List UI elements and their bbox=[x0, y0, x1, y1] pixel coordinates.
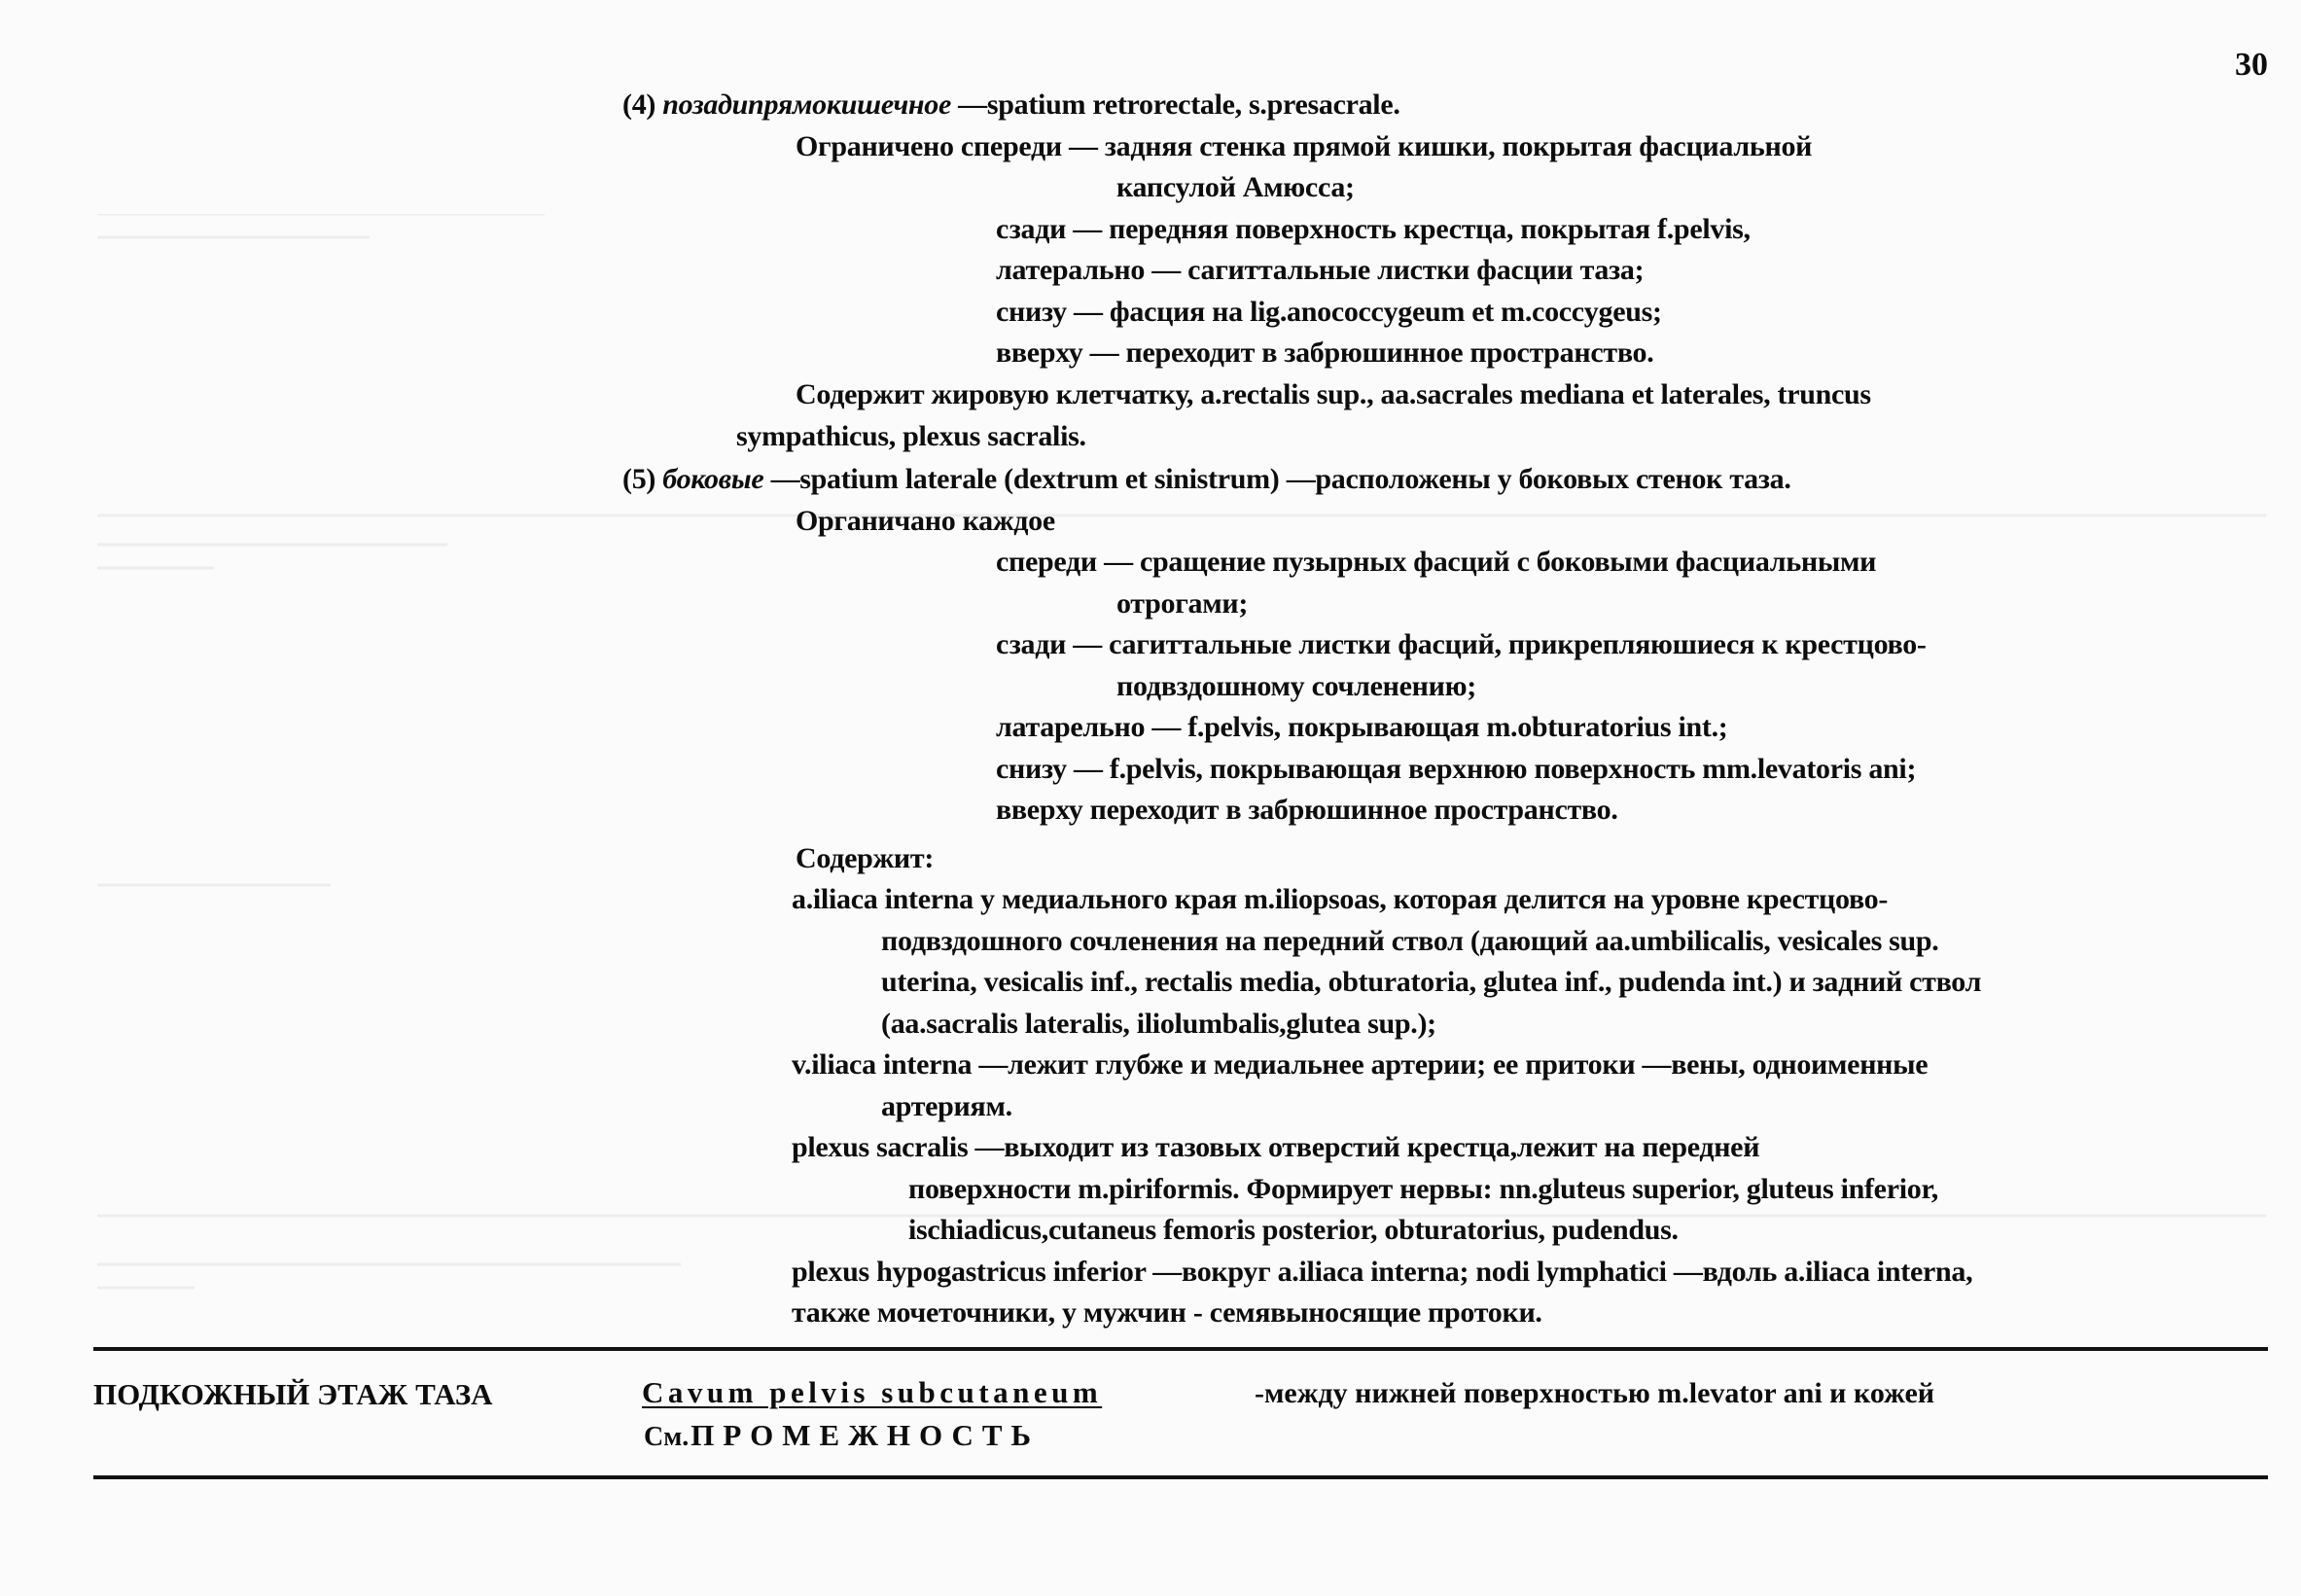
lateral-above: вверху переходит в забрюшинное пространство. bbox=[996, 794, 1618, 826]
lateral-artery-line-1: a.iliaca interna у медиального края m.iliopsoas, которая делится на уровне крестцово- bbox=[792, 883, 1889, 915]
subcutaneous-floor-description: -между нижней поверхностью m.levator ani и кожей bbox=[1255, 1377, 1935, 1409]
lateral-contents-label: Содержит: bbox=[796, 842, 935, 874]
see-also-prefix: См. bbox=[644, 1422, 690, 1452]
lateral-plexus-line-2: поверхности m.piriformis. Формирует нервы: nn.gluteus superior, gluteus inferior, bbox=[908, 1173, 1938, 1205]
lateral-behind-cont: подвздошному сочленению; bbox=[1116, 670, 1476, 702]
lateral-vein-line-2: артериям. bbox=[881, 1090, 1012, 1122]
lateral-latin: —spatium laterale (dextrum et sinistrum) —расположены у боковых стенок таза. bbox=[763, 463, 1791, 495]
retrorectal-number: (4) bbox=[622, 89, 656, 121]
retrorectal-behind: сзади — передняя поверхность крестца, покрытая f.pelvis, bbox=[996, 213, 1751, 245]
lateral-hypogastric-line-2: также мочеточники, у мужчин - семявыносящие протоки. bbox=[792, 1296, 1542, 1329]
retrorectal-below: снизу — фасция на lig.anococcygeum et m.coccygeus; bbox=[996, 296, 1662, 328]
lateral-artery-line-3: uterina, vesicalis inf., rectalis media, obturatoria, glutea inf., pudenda int.) и задний ствол bbox=[881, 966, 1982, 998]
lateral-number: (5) bbox=[622, 463, 656, 495]
page-number: 30 bbox=[2235, 47, 2268, 83]
retrorectal-heading bbox=[622, 86, 1400, 124]
section-divider-bottom bbox=[93, 1475, 2268, 1479]
retrorectal-bounded-front: Ограничено спереди — задняя стенка прямой кишки, покрытая фасциальной bbox=[796, 130, 1813, 162]
see-also-target: ПРОМЕЖНОСТЬ bbox=[690, 1418, 1041, 1452]
lateral-plexus-line-1: plexus sacralis —выходит из тазовых отверстий крестца,лежит на передней bbox=[792, 1131, 1760, 1163]
lateral-artery-line-2: подвздошного сочленения на передний ствол (дающий aa.umbilicalis, vesicales sup. bbox=[881, 925, 1939, 957]
retrorectal-contents-cont: sympathicus, plexus sacralis. bbox=[736, 420, 1086, 452]
lateral-bounded-intro: Органичано каждое bbox=[796, 505, 1055, 537]
lateral-heading bbox=[622, 460, 1791, 499]
see-also-reference bbox=[644, 1418, 1040, 1453]
lateral-vein-line-1: v.iliaca interna —лежит глубже и медиальнее артерии; ее притоки —вены, одноименные bbox=[792, 1048, 1929, 1081]
lateral-front: спереди — сращение пузырных фасций с боковыми фасциальными bbox=[996, 546, 1877, 578]
retrorectal-bounded-front-cont: капсулой Амюсса; bbox=[1116, 171, 1355, 203]
retrorectal-latin: —spatium retrorectale, s.presacrale. bbox=[950, 89, 1400, 121]
retrorectal-above: вверху — переходит в забрюшинное пространство. bbox=[996, 337, 1654, 369]
retrorectal-term: позадипрямокишечное bbox=[662, 89, 951, 121]
lateral-below: снизу — f.pelvis, покрывающая верхнюю поверхность mm.levatoris ani; bbox=[996, 753, 1917, 785]
lateral-plexus-line-3: ischiadicus,cutaneus femoris posterior, obturatorius, pudendus. bbox=[908, 1214, 1679, 1246]
lateral-hypogastric-line-1: plexus hypogastricus inferior —вокруг a.iliaca interna; nodi lymphatici —вдоль a.iliaca interna, bbox=[792, 1256, 1973, 1288]
lateral-term: боковые bbox=[662, 463, 764, 495]
lateral-behind: сзади — сагиттальные листки фасций, прикрепляюшиеся к крестцово- bbox=[996, 628, 1927, 660]
subcutaneous-floor-heading: ПОДКОЖНЫЙ ЭТАЖ ТАЗА bbox=[93, 1377, 493, 1411]
lateral-lateral-wall: латарельно — f.pelvis, покрывающая m.obturatorius int.; bbox=[996, 711, 1728, 743]
section-divider-top bbox=[93, 1347, 2268, 1351]
retrorectal-lateral: латерально — сагиттальные листки фасции таза; bbox=[996, 254, 1645, 286]
retrorectal-contents: Содержит жировую клетчатку, a.rectalis sup., aa.sacrales mediana et laterales, truncus bbox=[796, 378, 1871, 410]
subcutaneous-floor-latin: Cavum pelvis subcutaneum bbox=[642, 1375, 1103, 1409]
lateral-front-cont: отрогами; bbox=[1116, 587, 1249, 620]
lateral-artery-line-4: (aa.sacralis lateralis, iliolumbalis,glutea sup.); bbox=[881, 1008, 1436, 1040]
